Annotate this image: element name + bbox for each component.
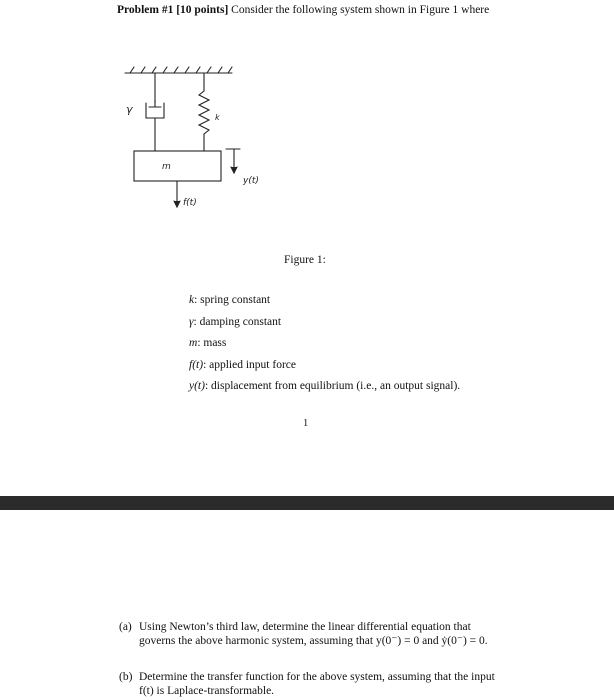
ceiling-hatch [130, 67, 232, 73]
spring [199, 73, 209, 151]
problem-title: Problem #1 [10 points] [117, 4, 229, 16]
damper [146, 73, 164, 151]
k-label: k [215, 113, 220, 122]
part-b-text: Determine the transfer function for the above system, assuming that the input f(t) is Laplace-transformable. [139, 671, 495, 697]
problem-statement [117, 3, 517, 17]
part-a-label: (a) [119, 621, 132, 633]
definition-list [189, 290, 460, 398]
definition-item: γ: damping constant [189, 315, 282, 328]
definition-item: m: mass [189, 337, 227, 349]
y-arrow [226, 149, 240, 173]
part-b-label: (b) [119, 671, 133, 683]
page-divider [0, 496, 614, 510]
page-number: 1 [303, 418, 309, 429]
page-2 [0, 510, 614, 700]
figure-caption: Figure 1: [284, 254, 326, 266]
mass-block [134, 151, 221, 181]
f-arrow [174, 181, 180, 207]
mass-spring-damper-figure [110, 55, 280, 215]
definition-item: k: spring constant [189, 294, 271, 306]
definition-item: f(t): applied input force [189, 358, 296, 371]
definition-item: y(t): displacement from equilibrium (i.e., an output signal). [189, 380, 461, 392]
gamma-label: γ [126, 103, 133, 116]
part-a [119, 620, 499, 648]
part-b [119, 670, 499, 698]
problem-intro: Consider the following system shown in Figure 1 where [228, 4, 490, 16]
figure-drawing [110, 55, 280, 215]
part-a-text: Using Newton’s third law, determine the linear differential equation that governs the above harmonic system, assuming that y(0⁻) = 0 and ẏ(0⁻) = 0. [139, 621, 488, 647]
m-label: m [162, 162, 171, 172]
f-label: f(t) [183, 198, 197, 208]
y-label: y(t) [243, 176, 259, 186]
